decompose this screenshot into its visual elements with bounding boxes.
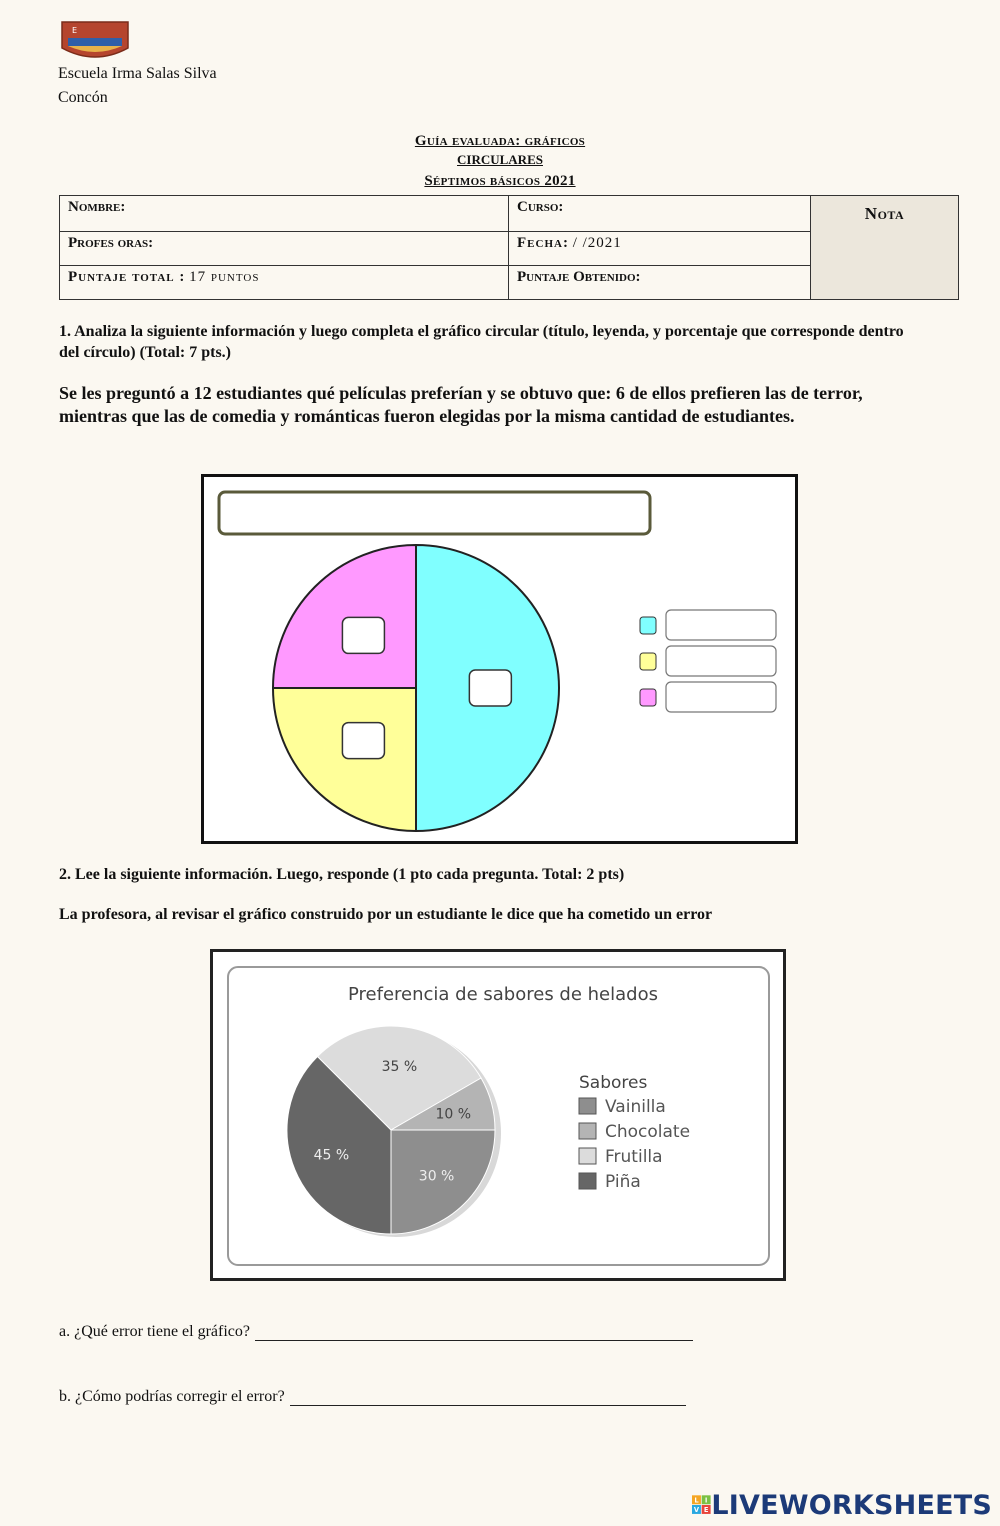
- nota-label: Nota: [864, 204, 905, 223]
- student-info-table: [59, 195, 959, 300]
- curso-label: Curso:: [517, 199, 564, 215]
- answer-b-label: b. ¿Cómo podrías corregir el error?: [59, 1388, 285, 1405]
- puntaje-total-label: Puntaje total :: [68, 269, 186, 285]
- legend-1-swatch-2: [640, 689, 656, 706]
- liveworksheets-text: LIVEWORKSHEETS: [711, 1489, 992, 1521]
- legend-2-label-1: Chocolate: [605, 1122, 691, 1142]
- pie-2-label-2: 30 %: [418, 1168, 455, 1185]
- pie-1-percent-input-2[interactable]: [342, 617, 384, 653]
- profesoras-cell: [60, 231, 508, 265]
- answer-b-row: [59, 1387, 686, 1406]
- legend-1: [640, 610, 776, 712]
- curso-cell[interactable]: [508, 196, 810, 231]
- logo-letter-2: V: [693, 1506, 700, 1515]
- logo-letter-3: E: [703, 1506, 709, 1515]
- legend-2-label-0: Vainilla: [605, 1097, 666, 1117]
- school-city: Concón: [58, 89, 108, 106]
- guide-subtitle: CIRCULARES: [457, 152, 543, 167]
- school-info: [58, 62, 217, 110]
- guide-title: Guía evaluada: gráficos: [414, 133, 586, 149]
- answer-a-line[interactable]: [255, 1322, 693, 1341]
- profesoras-label: Profes oras:: [68, 235, 154, 251]
- puntaje-total-value: 17 puntos: [189, 269, 260, 285]
- school-name: Escuela Irma Salas Silva: [58, 65, 217, 82]
- pie-1-percent-input-1[interactable]: [342, 723, 384, 759]
- logo-letter-1: I: [704, 1496, 708, 1505]
- chart-2-title: Preferencia de sabores de helados: [348, 984, 658, 1005]
- nota-cell[interactable]: [810, 196, 958, 299]
- question-2-instruction: 2. Lee la siguiente información. Luego, responde (1 pto cada pregunta. Total: 2 pts): [59, 866, 625, 883]
- school-logo: [58, 18, 132, 62]
- logo-letter-0: L: [694, 1496, 699, 1505]
- question-1-statement: Se les preguntó a 12 estudiantes qué películas preferían y se obtuvo que: 6 de ellos prefieren las de terror, mientras que las de comedia y románticas fueron elegidas por la misma cantidad de estudiantes.: [59, 383, 863, 426]
- legend-2-swatch-1: [579, 1123, 596, 1139]
- nombre-cell[interactable]: [60, 196, 508, 231]
- legend-2-swatch-0: [579, 1098, 596, 1114]
- nombre-label: Nombre:: [68, 199, 126, 215]
- legend-1-swatch-0: [640, 617, 656, 634]
- fecha-cell[interactable]: [508, 231, 810, 265]
- pie-1: [273, 545, 559, 831]
- ice-cream-pie-chart: [210, 949, 786, 1281]
- pie-1-slice-1: [273, 688, 416, 831]
- answer-b-line[interactable]: [290, 1387, 686, 1406]
- pie-2-label-1: 10 %: [435, 1106, 472, 1123]
- liveworksheets-watermark: [692, 1488, 992, 1522]
- puntaje-obtenido-label: Puntaje Obtenido:: [517, 269, 641, 285]
- pie-2-label-3: 45 %: [313, 1147, 350, 1164]
- legend-1-swatch-1: [640, 653, 656, 670]
- question-2-statement: La profesora, al revisar el gráfico construido por un estudiante le dice que ha cometido un error: [59, 906, 713, 923]
- fecha-label: Fecha:: [517, 235, 569, 251]
- pie-1-slice-2: [273, 545, 416, 688]
- pie-1-percent-input-0[interactable]: [469, 670, 511, 706]
- legend-2-title: Sabores: [579, 1073, 648, 1093]
- pie-2-label-0: 35 %: [381, 1059, 418, 1076]
- legend-2-label-3: Piña: [605, 1172, 641, 1192]
- movie-pie-chart: [201, 474, 798, 844]
- answer-a-row: [59, 1322, 693, 1341]
- legend-1-input-2[interactable]: [666, 682, 776, 712]
- liveworksheets-logo-icon: [692, 1492, 711, 1518]
- puntaje-total-cell: [60, 265, 508, 299]
- puntaje-obtenido-cell[interactable]: [508, 265, 810, 299]
- legend-2-label-2: Frutilla: [605, 1147, 663, 1167]
- svg-text:E: E: [72, 26, 78, 35]
- chart-title-input[interactable]: [219, 492, 650, 534]
- legend-1-input-0[interactable]: [666, 610, 776, 640]
- fecha-value: / /2021: [572, 235, 622, 251]
- question-1-instruction: 1. Analiza la siguiente información y luego completa el gráfico circular (título, leyenda, y porcentaje que corresponde dentro del círculo) (Total: 7 pts.): [59, 323, 904, 361]
- legend-2-swatch-2: [579, 1148, 596, 1164]
- answer-a-label: a. ¿Qué error tiene el gráfico?: [59, 1323, 250, 1340]
- guide-level: Séptimos básicos 2021: [424, 173, 576, 189]
- legend-1-input-1[interactable]: [666, 646, 776, 676]
- legend-2-swatch-3: [579, 1173, 596, 1189]
